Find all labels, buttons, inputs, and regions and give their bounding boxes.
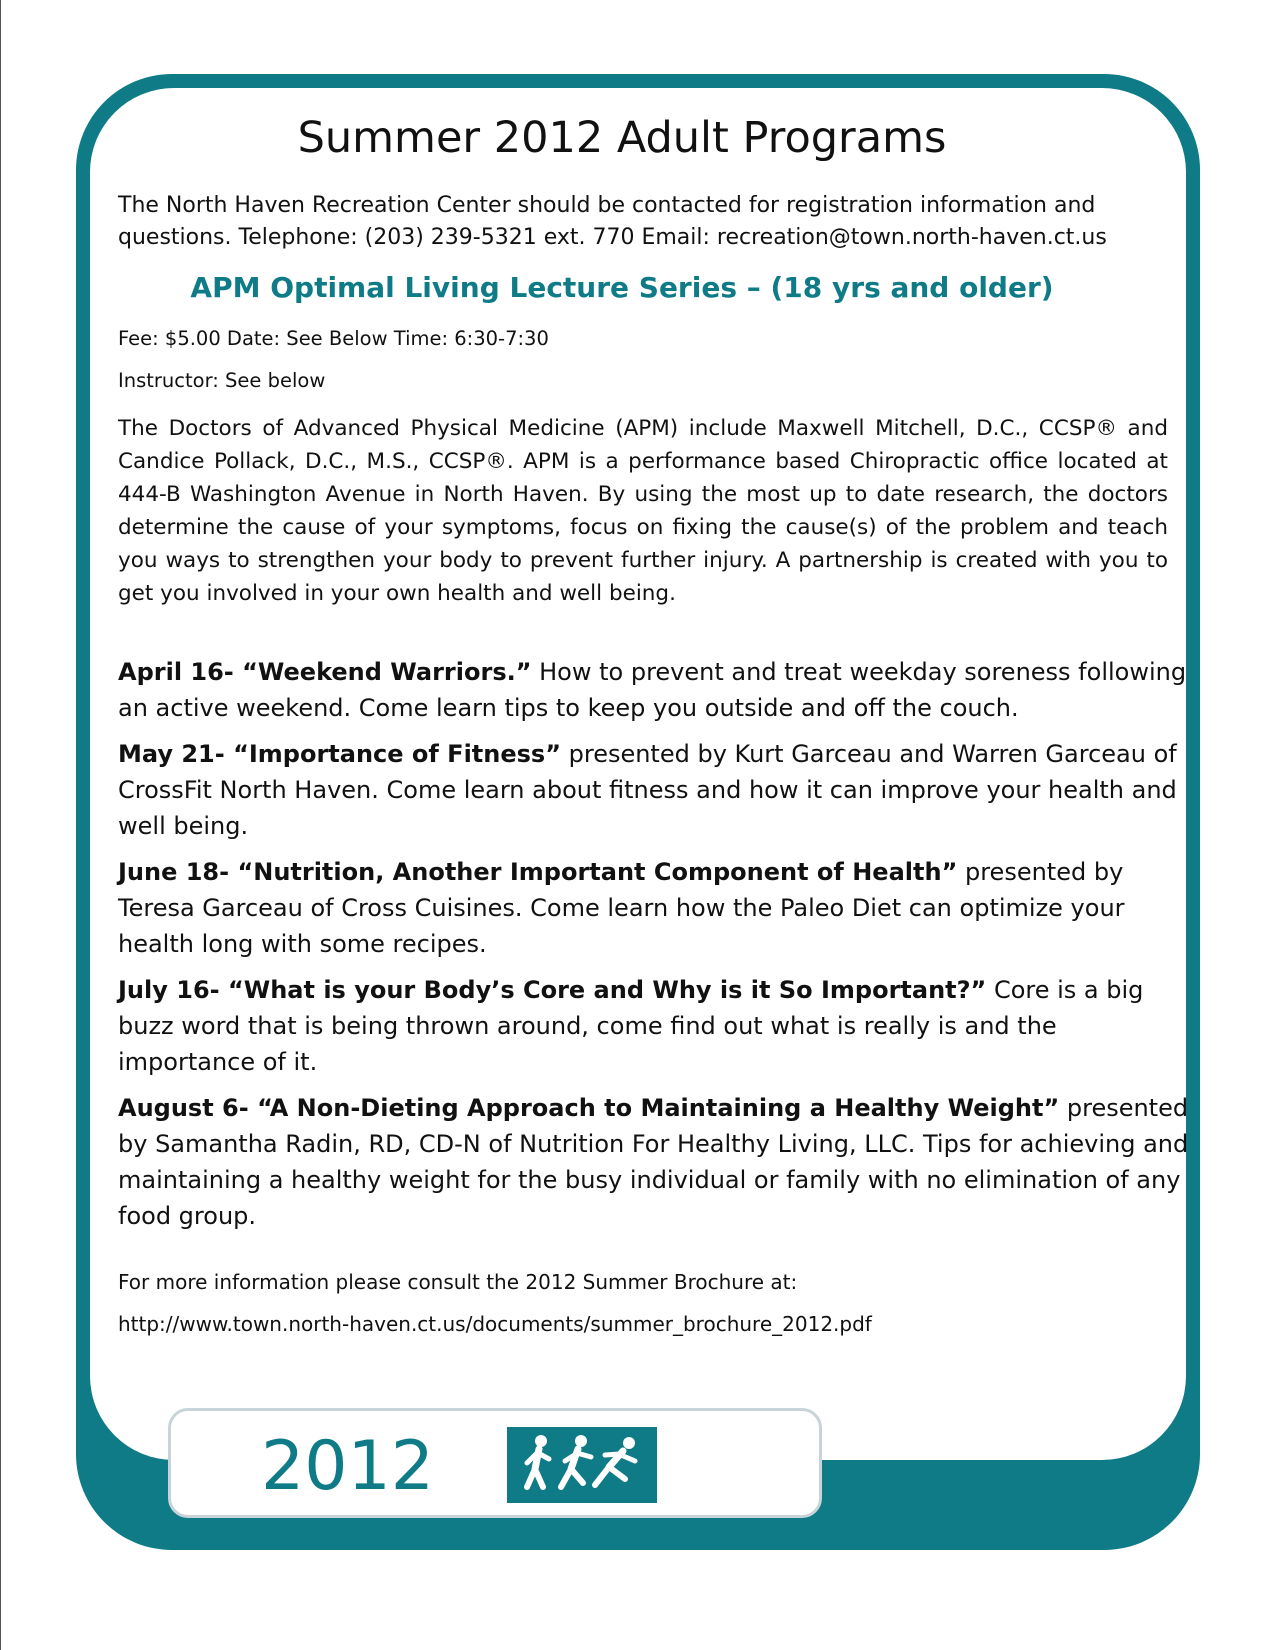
- lecture-topic: “A Non-Dieting Approach to Maintaining a Healthy Weight”: [257, 1094, 1060, 1122]
- runners-logo-icon: [507, 1427, 657, 1503]
- contact-info: The North Haven Recreation Center should be contacted for registration information and questions. Telephone: (203) 239-5321 ext. 770 Email: recreation@town.north-haven.ct.us: [118, 193, 1107, 250]
- brochure-url: http://www.town.north-haven.ct.us/documents/summer_brochure_2012.pdf: [118, 1312, 872, 1336]
- lecture-item: [118, 972, 1193, 1080]
- lecture-date: June 18-: [118, 858, 238, 886]
- lecture-topic: “Nutrition, Another Important Component of Health”: [237, 858, 958, 886]
- lecture-topic: “What is your Body’s Core and Why is it So Important?”: [227, 976, 987, 1004]
- lecture-date: May 21-: [118, 740, 234, 768]
- footer-tab: [168, 1408, 822, 1518]
- lecture-details: presented by Teresa Garceau of Cross Cuisines. Come learn how the Paleo Diet can optimize your health long with some recipes.: [118, 858, 1125, 958]
- lecture-date: July 16-: [118, 976, 228, 1004]
- instructor-line: Instructor: See below: [118, 369, 326, 392]
- lecture-date: April 16-: [118, 658, 243, 686]
- lecture-item: [118, 736, 1193, 844]
- lecture-item: [118, 854, 1193, 962]
- lecture-details: How to prevent and treat weekday soreness following an active weekend. Come learn tips to keep you outside and off the couch.: [118, 658, 1187, 722]
- lecture-list: [118, 654, 1193, 1234]
- footer-year: 2012: [261, 1427, 435, 1506]
- lecture-details: Core is a big buzz word that is being thrown around, come find out what is really is and the importance of it.: [118, 976, 1144, 1076]
- series-heading: APM Optimal Living Lecture Series – (18 yrs and older): [190, 271, 1054, 304]
- fee-line: Fee: $5.00 Date: See Below Time: 6:30-7:30: [118, 327, 549, 350]
- page-title: Summer 2012 Adult Programs: [297, 113, 947, 163]
- lecture-details: presented by Kurt Garceau and Warren Garceau of CrossFit North Haven. Come learn about fitness and how it can improve your health and well being.: [118, 740, 1177, 840]
- series-description: The Doctors of Advanced Physical Medicine (APM) include Maxwell Mitchell, D.C., CCSP® and Candice Pollack, D.C., M.S., CCSP®. APM is a performance based Chiropractic office located at 444-B Washington Avenue in North Haven. By using the most up to date research, the doctors determine the cause of your symptoms, focus on fixing the cause(s) of the problem and teach you ways to strengthen your body to prevent further injury. A partnership is created with you to get you involved in your own health and well being.: [118, 416, 1168, 606]
- lecture-date: August 6-: [118, 1094, 258, 1122]
- lecture-details: presented by Samantha Radin, RD, CD-N of Nutrition For Healthy Living, LLC. Tips for achieving and maintaining a healthy weight for the busy individual or family with no elimination of any food group.: [118, 1094, 1189, 1230]
- lecture-item: [118, 1090, 1193, 1234]
- lecture-topic: “Importance of Fitness”: [233, 740, 561, 768]
- lecture-item: [118, 654, 1193, 726]
- page-edge: [0, 0, 1, 1650]
- lecture-topic: “Weekend Warriors.”: [242, 658, 532, 686]
- flyer-content: [118, 100, 1189, 1338]
- more-info-text: For more information please consult the 2012 Summer Brochure at:: [118, 1270, 798, 1294]
